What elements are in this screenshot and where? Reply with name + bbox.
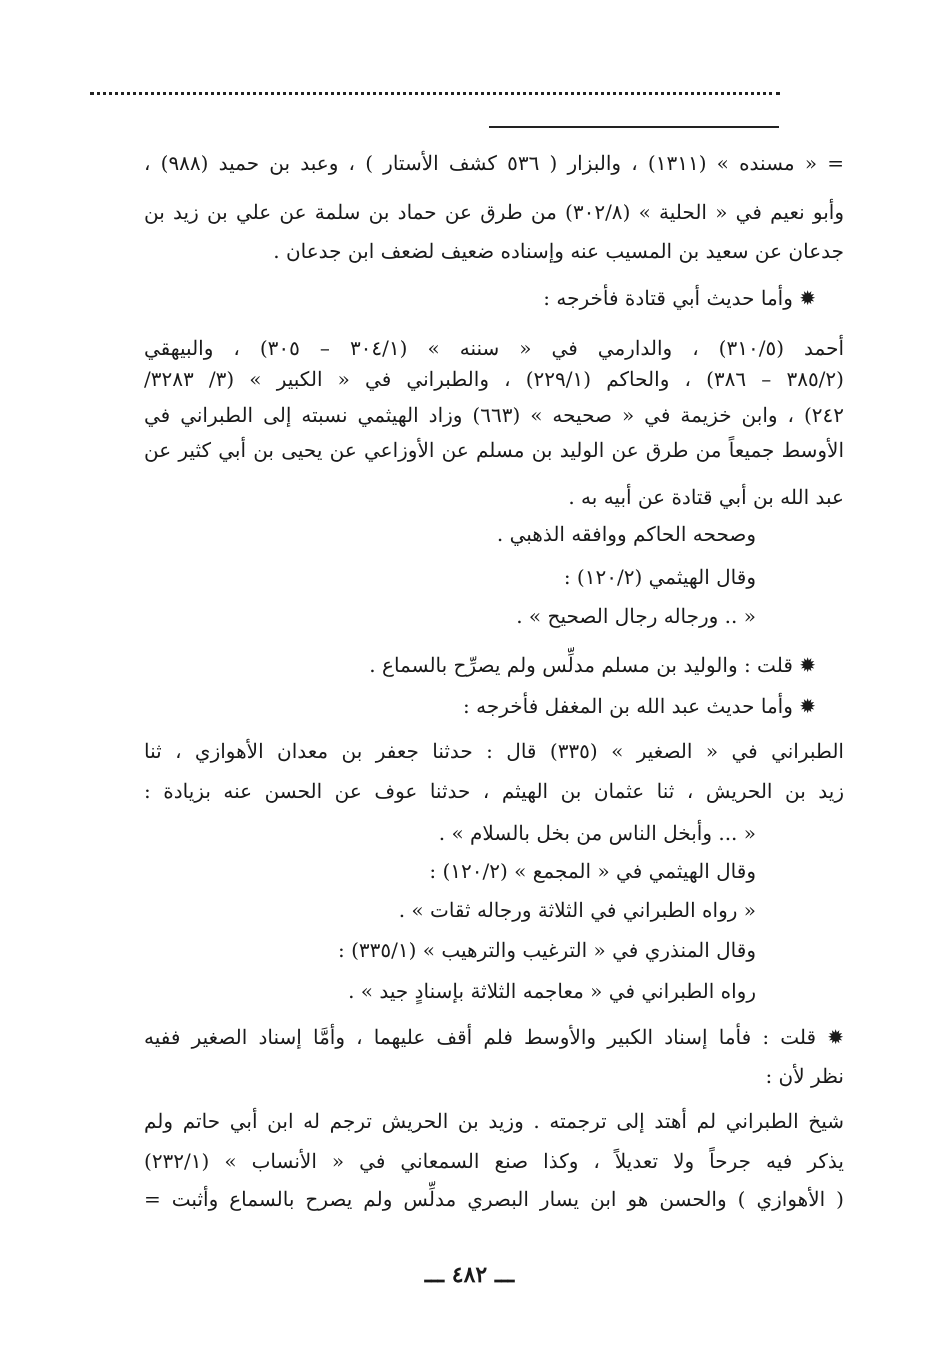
mughaffal-indented-3: « رواه الطبراني في الثلاثة ورجاله ثقات » . [398,898,756,922]
mughaffal-heading: ✹ وأما حديث عبد الله بن المغفل فأخرجه : [463,694,816,718]
mughaffal-comment-line-2: نظر لأن : [765,1064,844,1088]
mughaffal-comment-line-1: ✹ قلت : فأما إسناد الكبير والأوسط فلم أقف عليهما ، وأمَّا إسناد الصغير ففيه [144,1025,844,1049]
abu-qatada-indented-1: وصححه الحاكم ووافقه الذهبي . [496,522,756,546]
footnote-line-1: شيخ الطبراني لم أهتد إلى ترجمته . وزيد بن الحريش ترجم له ابن أبي حاتم ولم [144,1109,844,1133]
abu-qatada-line-1: أحمد (٣١٠/٥) ، والدارمي في « سننه » (٣٠٤/١ – ٣٠٥) ، والبيهقي [144,336,844,360]
footnote-line-3: ( الأهوازي ) والحسن هو ابن يسار البصري مدلِّس ولم يصرح بالسماع وأثبت = [144,1187,844,1211]
mughaffal-line-2: زيد بن الحريش ، ثنا عثمان بن الهيثم ، حدثنا عوف عن الحسن عنه بزيادة : [144,779,844,803]
mughaffal-indented-4: وقال المنذري في « الترغيب والترهيب » (٣٣٥/١) : [338,938,756,962]
footnote-continuation-line-2: وأبو نعيم في « الحلية » (٣٠٢/٨) من طرق عن حماد بن سلمة عن علي بن زيد بن [144,200,844,224]
abu-qatada-comment: ✹ قلت : والوليد بن مسلم مدلِّس ولم يصرِّح بالسماع . [369,653,816,677]
mughaffal-line-1: الطبراني في « الصغير » (٣٣٥) قال : حدثنا جعفر بن معدان الأهوازي ، ثنا [144,739,844,763]
dotted-separator [90,92,780,95]
abu-qatada-line-5: عبد الله بن أبي قتادة عن أبيه به . [568,485,844,509]
page-number: ـــ ٤٨٢ ـــ [424,1262,515,1288]
abu-qatada-line-4: الأوسط جميعاً من طرق عن الوليد بن مسلم عن الأوزاعي عن يحيى بن أبي كثير عن [144,438,844,462]
mughaffal-indented-5: رواه الطبراني في « معاجمه الثلاثة بإسنادٍ جيد » . [348,979,756,1003]
footnote-separator [489,126,779,128]
footnote-continuation-line-3: جدعان عن سعيد بن المسيب عنه وإسناده ضعيف لضعف ابن جدعان . [273,239,844,263]
mughaffal-indented-2: وقال الهيثمي في « المجمع » (١٢٠/٢) : [429,859,756,883]
mughaffal-indented-1: « ... وأبخل الناس من بخل بالسلام » . [438,821,756,845]
abu-qatada-line-3: ٢٤٢) ، وابن خزيمة في « صحيحه » (٦٦٣) وزاد الهيثمي نسبته إلى الطبراني في [144,403,844,427]
abu-qatada-indented-2: وقال الهيثمي (١٢٠/٢) : [563,565,756,589]
abu-qatada-indented-3: « .. ورجاله رجال الصحيح » . [516,604,756,628]
abu-qatada-heading: ✹ وأما حديث أبي قتادة فأخرجه : [543,286,816,310]
footnote-continuation-line-1: = « مسنده » (١٣١١) ، والبزار ( ٥٣٦ كشف الأستار ) ، وعبد بن حميد (٩٨٨) ، [144,151,844,175]
footnote-line-2: يذكر فيه جرحاً ولا تعديلاً ، وكذا صنع السمعاني في « الأنساب » (٢٣٢/١) [144,1149,844,1173]
abu-qatada-line-2: (٣٨٥/٢ – ٣٨٦) ، والحاكم (٢٢٩/١) ، والطبراني في « الكبير » (٣/ ٣٢٨٣/ [144,367,844,391]
